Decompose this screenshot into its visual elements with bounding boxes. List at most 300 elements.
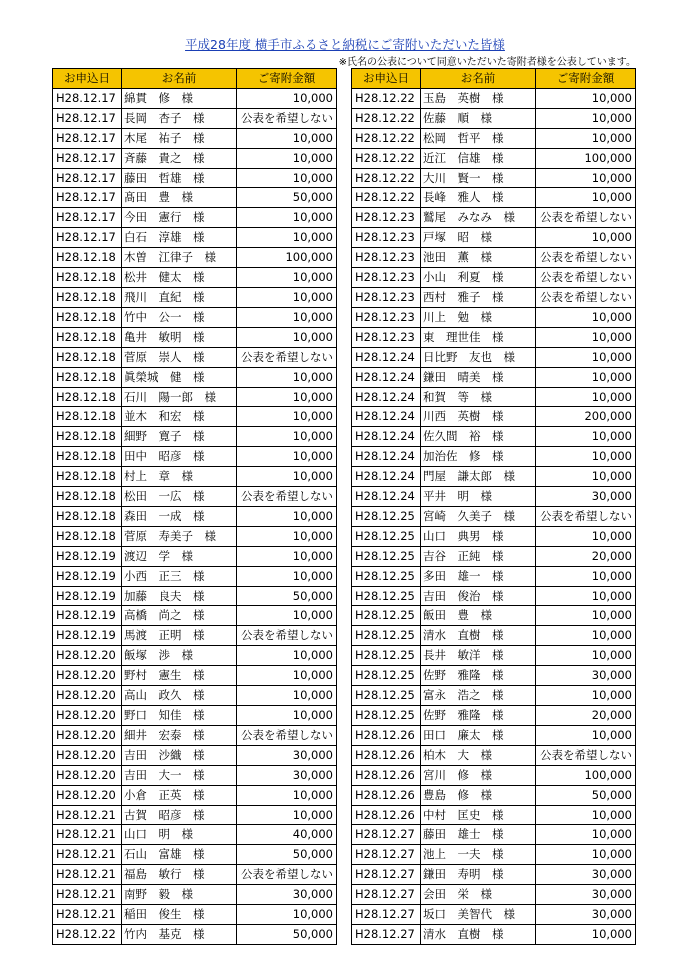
- donation-date: H28.12.19: [53, 546, 122, 566]
- donor-name: 長峰 雅人 様: [421, 188, 536, 208]
- donation-date: H28.12.20: [53, 765, 122, 785]
- table-row: [53, 646, 337, 666]
- donation-amount: 公表を希望しない: [237, 865, 337, 885]
- donor-name: 田口 廉太 様: [421, 725, 536, 745]
- donation-date: H28.12.25: [352, 646, 421, 666]
- donation-amount: 10,000: [237, 566, 337, 586]
- donation-amount: 10,000: [536, 228, 636, 248]
- table-header-row: [53, 69, 337, 89]
- donor-name: 鎌田 寿明 様: [421, 865, 536, 885]
- donation-amount: 50,000: [237, 586, 337, 606]
- donation-date: H28.12.22: [53, 924, 122, 944]
- donation-date: H28.12.18: [53, 427, 122, 447]
- donor-name: 飛川 直紀 様: [122, 287, 237, 307]
- donation-amount: 10,000: [536, 447, 636, 467]
- donation-date: H28.12.26: [352, 805, 421, 825]
- donation-date: H28.12.22: [352, 128, 421, 148]
- donor-name: 野村 憲生 様: [122, 666, 237, 686]
- donor-name: 吉田 沙織 様: [122, 745, 237, 765]
- donation-date: H28.12.21: [53, 885, 122, 905]
- donor-name: 戸塚 昭 様: [421, 228, 536, 248]
- donor-name: 加治佐 修 様: [421, 447, 536, 467]
- donor-name: 古賀 昭彦 様: [122, 805, 237, 825]
- table-row: [53, 725, 337, 745]
- donation-amount: 10,000: [536, 526, 636, 546]
- donation-amount: 50,000: [237, 845, 337, 865]
- table-row: [352, 506, 636, 526]
- donation-date: H28.12.25: [352, 626, 421, 646]
- donor-name: 近江 信雄 様: [421, 148, 536, 168]
- donation-amount: 30,000: [237, 745, 337, 765]
- donor-name: 中村 匡史 様: [421, 805, 536, 825]
- donor-name: 野口 知佳 様: [122, 706, 237, 726]
- table-row: [53, 108, 337, 128]
- table-row: [53, 924, 337, 944]
- table-row: [352, 387, 636, 407]
- donor-name: 今田 憲行 様: [122, 208, 237, 228]
- donor-name: 高山 政久 様: [122, 686, 237, 706]
- table-row: [352, 646, 636, 666]
- donation-date: H28.12.25: [352, 606, 421, 626]
- donor-name: 並木 和宏 様: [122, 407, 237, 427]
- table-row: [352, 327, 636, 347]
- donation-amount: 10,000: [237, 287, 337, 307]
- table-row: [352, 905, 636, 925]
- donation-date: H28.12.18: [53, 287, 122, 307]
- table-row: [53, 407, 337, 427]
- donation-amount: 10,000: [536, 128, 636, 148]
- donation-date: H28.12.18: [53, 387, 122, 407]
- donation-date: H28.12.27: [352, 865, 421, 885]
- donor-name: 石川 陽一郎 様: [122, 387, 237, 407]
- donor-name: 玉島 英樹 様: [421, 88, 536, 108]
- table-row: [352, 427, 636, 447]
- donor-name: 豊島 修 様: [421, 785, 536, 805]
- table-header-row: [352, 69, 636, 89]
- donation-amount: 40,000: [237, 825, 337, 845]
- donor-name: 平井 明 様: [421, 487, 536, 507]
- donation-amount: 10,000: [536, 845, 636, 865]
- donor-name: 清水 直樹 様: [421, 924, 536, 944]
- donor-name: 菅原 崇人 様: [122, 347, 237, 367]
- donor-name: 松岡 哲平 様: [421, 128, 536, 148]
- table-row: [352, 307, 636, 327]
- donation-amount: 公表を希望しない: [536, 248, 636, 268]
- table-row: [53, 447, 337, 467]
- donor-name: 宮崎 久美子 様: [421, 506, 536, 526]
- donor-name: 加藤 良夫 様: [122, 586, 237, 606]
- donation-date: H28.12.22: [352, 88, 421, 108]
- donation-date: H28.12.17: [53, 208, 122, 228]
- donation-date: H28.12.17: [53, 228, 122, 248]
- donor-name: 佐藤 順 様: [421, 108, 536, 128]
- donation-amount: 100,000: [536, 765, 636, 785]
- donation-date: H28.12.23: [352, 248, 421, 268]
- donation-amount: 30,000: [237, 765, 337, 785]
- table-row: [352, 606, 636, 626]
- donation-amount: 公表を希望しない: [536, 506, 636, 526]
- donor-name: 山口 典男 様: [421, 526, 536, 546]
- table-row: [352, 467, 636, 487]
- donation-date: H28.12.24: [352, 447, 421, 467]
- donation-amount: 10,000: [536, 347, 636, 367]
- table-row: [352, 805, 636, 825]
- table-row: [352, 566, 636, 586]
- table-row: [53, 248, 337, 268]
- donor-name: 菅原 寿美子 様: [122, 526, 237, 546]
- table-row: [53, 487, 337, 507]
- donor-name: 竹内 基克 様: [122, 924, 237, 944]
- donor-name: 亀井 敏明 様: [122, 327, 237, 347]
- donation-date: H28.12.20: [53, 686, 122, 706]
- donation-amount: 10,000: [536, 307, 636, 327]
- donation-amount: 公表を希望しない: [536, 745, 636, 765]
- donation-date: H28.12.17: [53, 128, 122, 148]
- donor-name: 大川 賢一 様: [421, 168, 536, 188]
- page-title-text: 平成28年度 横手市ふるさと納税にご寄附いただいた皆様: [185, 37, 505, 52]
- table-row: [53, 387, 337, 407]
- donation-date: H28.12.18: [53, 526, 122, 546]
- donation-date: H28.12.21: [53, 845, 122, 865]
- donation-amount: 10,000: [536, 108, 636, 128]
- donation-amount: 10,000: [237, 168, 337, 188]
- donor-name: 会田 栄 様: [421, 885, 536, 905]
- donation-amount: 公表を希望しない: [237, 108, 337, 128]
- donation-amount: 10,000: [536, 467, 636, 487]
- donor-name: 西村 雅子 様: [421, 287, 536, 307]
- donation-amount: 10,000: [536, 725, 636, 745]
- donation-amount: 10,000: [237, 148, 337, 168]
- donor-name: 眞榮城 健 様: [122, 367, 237, 387]
- donation-date: H28.12.25: [352, 566, 421, 586]
- table-row: [53, 307, 337, 327]
- table-row: [352, 268, 636, 288]
- header-name: お名前: [122, 69, 237, 89]
- donor-name: 藤田 雄士 様: [421, 825, 536, 845]
- donation-amount: 10,000: [237, 387, 337, 407]
- donation-amount: 公表を希望しない: [237, 626, 337, 646]
- donor-name: 東 理世佳 様: [421, 327, 536, 347]
- donation-date: H28.12.18: [53, 367, 122, 387]
- donation-amount: 10,000: [237, 646, 337, 666]
- donation-date: H28.12.26: [352, 765, 421, 785]
- table-row: [352, 148, 636, 168]
- donation-date: H28.12.19: [53, 606, 122, 626]
- donation-date: H28.12.25: [352, 586, 421, 606]
- table-row: [53, 128, 337, 148]
- donation-amount: 10,000: [536, 805, 636, 825]
- donor-name: 門屋 謙太郎 様: [421, 467, 536, 487]
- donation-date: H28.12.18: [53, 506, 122, 526]
- donation-amount: 10,000: [237, 606, 337, 626]
- donation-date: H28.12.18: [53, 467, 122, 487]
- donor-name: 佐久間 裕 様: [421, 427, 536, 447]
- donation-date: H28.12.24: [352, 427, 421, 447]
- table-row: [53, 805, 337, 825]
- donation-amount: 10,000: [536, 168, 636, 188]
- donation-amount: 10,000: [536, 387, 636, 407]
- table-row: [352, 168, 636, 188]
- table-row: [53, 686, 337, 706]
- donation-amount: 10,000: [536, 88, 636, 108]
- donation-date: H28.12.26: [352, 745, 421, 765]
- table-row: [53, 327, 337, 347]
- donor-name: 細野 寛子 様: [122, 427, 237, 447]
- donation-date: H28.12.27: [352, 905, 421, 925]
- donor-name: 木尾 祐子 様: [122, 128, 237, 148]
- table-row: [352, 228, 636, 248]
- donation-date: H28.12.21: [53, 805, 122, 825]
- table-row: [352, 666, 636, 686]
- donor-name: 石山 富雄 様: [122, 845, 237, 865]
- table-row: [352, 487, 636, 507]
- table-row: [53, 626, 337, 646]
- donation-date: H28.12.19: [53, 566, 122, 586]
- table-row: [53, 905, 337, 925]
- donor-name: 馬渡 正明 様: [122, 626, 237, 646]
- donor-name: 稲田 俊生 様: [122, 905, 237, 925]
- table-row: [352, 347, 636, 367]
- donation-date: H28.12.20: [53, 666, 122, 686]
- donor-name: 斉藤 貴之 様: [122, 148, 237, 168]
- donation-date: H28.12.27: [352, 845, 421, 865]
- donation-amount: 30,000: [536, 885, 636, 905]
- header-date: お申込日: [53, 69, 122, 89]
- header-amount: ご寄附金額: [536, 69, 636, 89]
- donor-name: 田中 昭彦 様: [122, 447, 237, 467]
- donation-date: H28.12.23: [352, 268, 421, 288]
- donor-name: 池田 薫 様: [421, 248, 536, 268]
- donor-name: 鷲尾 みなみ 様: [421, 208, 536, 228]
- donation-amount: 10,000: [536, 427, 636, 447]
- header-name: お名前: [421, 69, 536, 89]
- donation-amount: 10,000: [237, 905, 337, 925]
- table-row: [352, 188, 636, 208]
- donation-amount: 公表を希望しない: [536, 287, 636, 307]
- donation-amount: 50,000: [237, 924, 337, 944]
- donation-date: H28.12.18: [53, 407, 122, 427]
- donation-date: H28.12.22: [352, 168, 421, 188]
- donor-name: 小倉 正英 様: [122, 785, 237, 805]
- donation-date: H28.12.25: [352, 686, 421, 706]
- donation-amount: 10,000: [237, 228, 337, 248]
- donation-amount: 10,000: [536, 367, 636, 387]
- donation-date: H28.12.23: [352, 327, 421, 347]
- donor-name: 長岡 杏子 様: [122, 108, 237, 128]
- donor-name: 山口 明 様: [122, 825, 237, 845]
- donor-name: 宮川 修 様: [421, 765, 536, 785]
- table-row: [53, 745, 337, 765]
- disclosure-note: ※氏名の公表について同意いただいた寄附者様を公表しています。: [338, 57, 636, 68]
- donation-date: H28.12.27: [352, 825, 421, 845]
- table-row: [53, 885, 337, 905]
- donor-name: 川西 英樹 様: [421, 407, 536, 427]
- donation-amount: 10,000: [237, 367, 337, 387]
- donation-amount: 200,000: [536, 407, 636, 427]
- donation-amount: 10,000: [237, 526, 337, 546]
- donation-amount: 10,000: [237, 307, 337, 327]
- header-date: お申込日: [352, 69, 421, 89]
- table-row: [53, 666, 337, 686]
- table-row: [352, 785, 636, 805]
- table-row: [352, 586, 636, 606]
- donation-date: H28.12.26: [352, 785, 421, 805]
- donor-name: 佐野 雅隆 様: [421, 706, 536, 726]
- donation-date: H28.12.25: [352, 666, 421, 686]
- table-row: [53, 865, 337, 885]
- donor-name: 多田 雄一 様: [421, 566, 536, 586]
- donation-date: H28.12.27: [352, 924, 421, 944]
- donation-amount: 10,000: [536, 646, 636, 666]
- table-row: [352, 447, 636, 467]
- table-row: [53, 845, 337, 865]
- table-row: [53, 347, 337, 367]
- donation-date: H28.12.24: [352, 487, 421, 507]
- table-row: [53, 526, 337, 546]
- table-row: [53, 208, 337, 228]
- donation-date: H28.12.18: [53, 327, 122, 347]
- donation-amount: 30,000: [536, 487, 636, 507]
- table-row: [352, 287, 636, 307]
- table-row: [352, 626, 636, 646]
- table-row: [53, 706, 337, 726]
- donor-name: 柏木 大 様: [421, 745, 536, 765]
- table-row: [352, 367, 636, 387]
- donation-date: H28.12.18: [53, 447, 122, 467]
- donor-name: 細井 宏泰 様: [122, 725, 237, 745]
- table-row: [53, 427, 337, 447]
- donation-date: H28.12.23: [352, 287, 421, 307]
- donation-amount: 10,000: [536, 825, 636, 845]
- donation-amount: 100,000: [237, 248, 337, 268]
- donation-amount: 10,000: [536, 924, 636, 944]
- donation-date: H28.12.17: [53, 168, 122, 188]
- donor-name: 渡辺 学 様: [122, 546, 237, 566]
- donor-name: 綿貫 修 様: [122, 88, 237, 108]
- donor-name: 南野 毅 様: [122, 885, 237, 905]
- donor-name: 富永 浩之 様: [421, 686, 536, 706]
- donation-date: H28.12.17: [53, 188, 122, 208]
- table-row: [352, 706, 636, 726]
- donation-date: H28.12.20: [53, 745, 122, 765]
- table-row: [352, 845, 636, 865]
- table-row: [352, 128, 636, 148]
- table-row: [53, 606, 337, 626]
- donation-date: H28.12.18: [53, 307, 122, 327]
- donation-amount: 公表を希望しない: [536, 208, 636, 228]
- donation-date: H28.12.17: [53, 108, 122, 128]
- donation-date: H28.12.20: [53, 725, 122, 745]
- table-row: [53, 825, 337, 845]
- donation-amount: 10,000: [536, 686, 636, 706]
- donor-name: 日比野 友也 様: [421, 347, 536, 367]
- table-row: [53, 765, 337, 785]
- donation-amount: 10,000: [237, 128, 337, 148]
- donation-amount: 30,000: [536, 865, 636, 885]
- donor-name: 小西 正三 様: [122, 566, 237, 586]
- donation-amount: 30,000: [536, 905, 636, 925]
- donor-name: 小山 利夏 様: [421, 268, 536, 288]
- donation-amount: 公表を希望しない: [237, 725, 337, 745]
- table-row: [352, 526, 636, 546]
- donation-date: H28.12.22: [352, 148, 421, 168]
- donation-amount: 100,000: [536, 148, 636, 168]
- donation-amount: 10,000: [237, 785, 337, 805]
- donation-date: H28.12.20: [53, 785, 122, 805]
- donation-amount: 10,000: [536, 626, 636, 646]
- donation-date: H28.12.25: [352, 546, 421, 566]
- donation-amount: 10,000: [536, 188, 636, 208]
- donation-amount: 10,000: [536, 327, 636, 347]
- donor-name: 川上 勉 様: [421, 307, 536, 327]
- table-row: [53, 88, 337, 108]
- table-row: [53, 268, 337, 288]
- donor-name: 鎌田 晴美 様: [421, 367, 536, 387]
- table-row: [352, 745, 636, 765]
- table-row: [53, 367, 337, 387]
- donation-date: H28.12.17: [53, 148, 122, 168]
- donation-amount: 10,000: [237, 427, 337, 447]
- donation-date: H28.12.24: [352, 407, 421, 427]
- donation-date: H28.12.25: [352, 526, 421, 546]
- table-row: [53, 566, 337, 586]
- donation-date: H28.12.18: [53, 248, 122, 268]
- table-row: [352, 885, 636, 905]
- donor-name: 松田 一広 様: [122, 487, 237, 507]
- donor-name: 長井 敏洋 様: [421, 646, 536, 666]
- table-row: [352, 825, 636, 845]
- donor-name: 白石 淳雄 様: [122, 228, 237, 248]
- header-amount: ご寄附金額: [237, 69, 337, 89]
- donation-amount: 50,000: [237, 188, 337, 208]
- table-row: [53, 785, 337, 805]
- donation-date: H28.12.21: [53, 865, 122, 885]
- donation-amount: 30,000: [237, 885, 337, 905]
- donation-date: H28.12.27: [352, 885, 421, 905]
- donation-date: H28.12.24: [352, 387, 421, 407]
- donation-amount: 10,000: [237, 467, 337, 487]
- donor-name: 飯田 豊 様: [421, 606, 536, 626]
- donor-name: 吉田 大一 様: [122, 765, 237, 785]
- table-row: [352, 924, 636, 944]
- donation-date: H28.12.22: [352, 108, 421, 128]
- donation-amount: 50,000: [536, 785, 636, 805]
- donation-date: H28.12.24: [352, 347, 421, 367]
- table-row: [53, 148, 337, 168]
- table-row: [352, 546, 636, 566]
- donation-amount: 10,000: [237, 805, 337, 825]
- table-row: [352, 88, 636, 108]
- donation-amount: 10,000: [237, 506, 337, 526]
- donation-amount: 10,000: [237, 327, 337, 347]
- donor-name: 藤田 哲雄 様: [122, 168, 237, 188]
- table-row: [352, 208, 636, 228]
- donation-date: H28.12.19: [53, 586, 122, 606]
- donation-amount: 10,000: [237, 407, 337, 427]
- donation-amount: 10,000: [237, 447, 337, 467]
- donor-name: 木曽 江律子 様: [122, 248, 237, 268]
- donation-date: H28.12.18: [53, 347, 122, 367]
- donation-amount: 公表を希望しない: [237, 487, 337, 507]
- donation-amount: 公表を希望しない: [536, 268, 636, 288]
- donation-amount: 10,000: [237, 686, 337, 706]
- donation-amount: 10,000: [536, 606, 636, 626]
- table-row: [352, 686, 636, 706]
- table-row: [352, 865, 636, 885]
- donation-amount: 公表を希望しない: [237, 347, 337, 367]
- table-row: [53, 586, 337, 606]
- donation-amount: 10,000: [237, 666, 337, 686]
